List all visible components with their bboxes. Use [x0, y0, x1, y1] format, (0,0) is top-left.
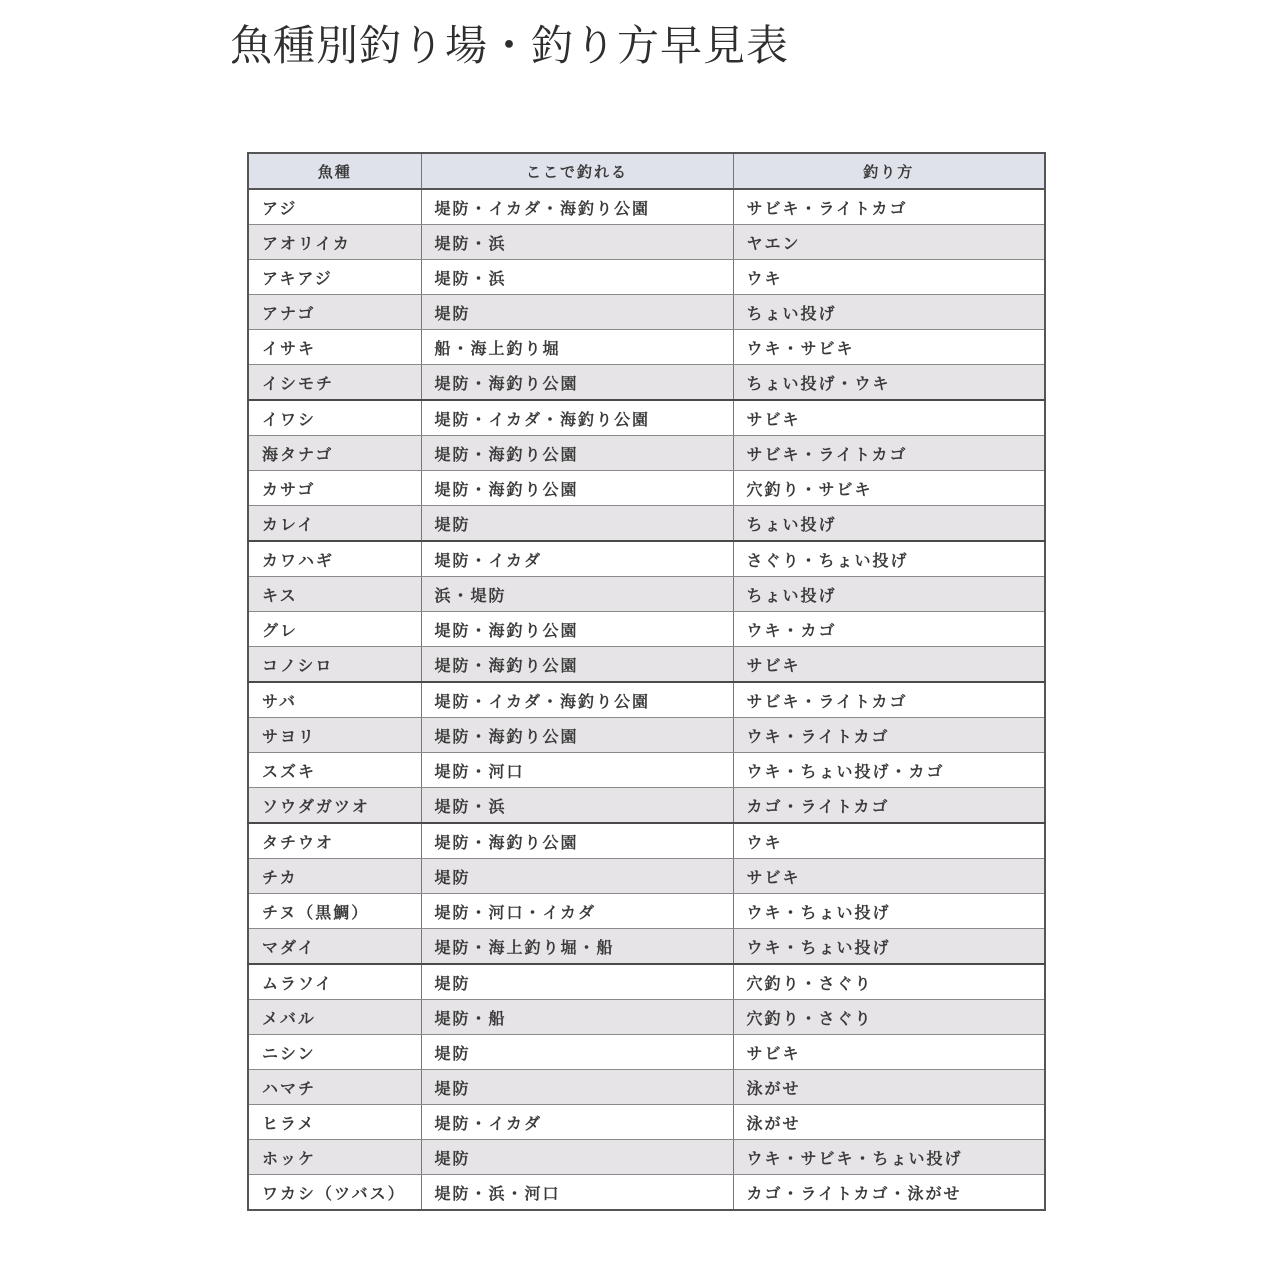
fish-name-cell: イシモチ — [248, 365, 421, 401]
method-cell: サビキ — [733, 1035, 1045, 1070]
method-cell: カゴ・ライトカゴ・泳がせ — [733, 1175, 1045, 1211]
method-cell: ちょい投げ — [733, 577, 1045, 612]
fish-name-cell: ムラソイ — [248, 964, 421, 1000]
fish-name-cell: タチウオ — [248, 823, 421, 859]
location-cell: 堤防・イカダ・海釣り公園 — [421, 189, 733, 225]
fish-name-cell: カレイ — [248, 506, 421, 542]
table-row — [248, 823, 1045, 859]
location-cell: 堤防・海釣り公園 — [421, 365, 733, 401]
method-cell: カゴ・ライトカゴ — [733, 788, 1045, 824]
table-row — [248, 682, 1045, 718]
fish-name-cell: 海タナゴ — [248, 436, 421, 471]
location-cell: 堤防 — [421, 1070, 733, 1105]
fish-chart-table — [247, 152, 1046, 1211]
method-cell: サビキ — [733, 647, 1045, 683]
table-row — [248, 1175, 1045, 1211]
method-cell: サビキ — [733, 859, 1045, 894]
location-cell: 堤防 — [421, 964, 733, 1000]
location-cell: 堤防・海釣り公園 — [421, 718, 733, 753]
method-cell: ウキ・サビキ・ちょい投げ — [733, 1140, 1045, 1175]
fish-name-cell: アキアジ — [248, 260, 421, 295]
location-cell: 堤防・海釣り公園 — [421, 471, 733, 506]
page-title: 魚種別釣り場・釣り方早見表 — [230, 21, 790, 70]
table-row — [248, 189, 1045, 225]
table-row — [248, 1000, 1045, 1035]
location-cell: 堤防 — [421, 506, 733, 542]
table-row — [248, 1105, 1045, 1140]
location-cell: 堤防・船 — [421, 1000, 733, 1035]
fish-name-cell: ハマチ — [248, 1070, 421, 1105]
table-row — [248, 1070, 1045, 1105]
table-row — [248, 788, 1045, 824]
table-row — [248, 1035, 1045, 1070]
location-cell: 堤防・浜 — [421, 260, 733, 295]
method-cell: サビキ・ライトカゴ — [733, 189, 1045, 225]
fish-name-cell: メバル — [248, 1000, 421, 1035]
location-cell: 堤防・海釣り公園 — [421, 612, 733, 647]
method-cell: ウキ — [733, 260, 1045, 295]
column-header-location: ここで釣れる — [421, 153, 733, 189]
method-cell: ウキ・ちょい投げ・カゴ — [733, 753, 1045, 788]
location-cell: 堤防・イカダ・海釣り公園 — [421, 682, 733, 718]
table-row — [248, 894, 1045, 929]
fish-name-cell: キス — [248, 577, 421, 612]
table-row — [248, 365, 1045, 401]
method-cell: ウキ・ライトカゴ — [733, 718, 1045, 753]
table-row — [248, 929, 1045, 965]
method-cell: 泳がせ — [733, 1070, 1045, 1105]
location-cell: 船・海上釣り堀 — [421, 330, 733, 365]
table-row — [248, 506, 1045, 542]
fish-name-cell: カワハギ — [248, 541, 421, 577]
method-cell: 穴釣り・サビキ — [733, 471, 1045, 506]
location-cell: 堤防・イカダ — [421, 541, 733, 577]
location-cell: 堤防・河口・イカダ — [421, 894, 733, 929]
table-row — [248, 225, 1045, 260]
fish-name-cell: アオリイカ — [248, 225, 421, 260]
fish-name-cell: コノシロ — [248, 647, 421, 683]
location-cell: 堤防・海釣り公園 — [421, 823, 733, 859]
fish-name-cell: イワシ — [248, 400, 421, 436]
method-cell: ちょい投げ — [733, 295, 1045, 330]
table-body — [248, 189, 1045, 1210]
fish-name-cell: アジ — [248, 189, 421, 225]
location-cell: 堤防・浜 — [421, 225, 733, 260]
fish-name-cell: マダイ — [248, 929, 421, 965]
fish-name-cell: サヨリ — [248, 718, 421, 753]
method-cell: ちょい投げ — [733, 506, 1045, 542]
table-row — [248, 330, 1045, 365]
location-cell: 堤防 — [421, 859, 733, 894]
method-cell: 穴釣り・さぐり — [733, 1000, 1045, 1035]
fish-name-cell: アナゴ — [248, 295, 421, 330]
table-row — [248, 400, 1045, 436]
method-cell: サビキ・ライトカゴ — [733, 436, 1045, 471]
table-row — [248, 1140, 1045, 1175]
fish-name-cell: グレ — [248, 612, 421, 647]
location-cell: 堤防・浜・河口 — [421, 1175, 733, 1211]
table-row — [248, 718, 1045, 753]
location-cell: 堤防・イカダ・海釣り公園 — [421, 400, 733, 436]
method-cell: ウキ — [733, 823, 1045, 859]
table-row — [248, 964, 1045, 1000]
location-cell: 堤防・海釣り公園 — [421, 647, 733, 683]
table-row — [248, 859, 1045, 894]
method-cell: ウキ・ちょい投げ — [733, 929, 1045, 965]
location-cell: 堤防 — [421, 1035, 733, 1070]
method-cell: さぐり・ちょい投げ — [733, 541, 1045, 577]
method-cell: ウキ・ちょい投げ — [733, 894, 1045, 929]
fish-name-cell: ヒラメ — [248, 1105, 421, 1140]
location-cell: 堤防・浜 — [421, 788, 733, 824]
location-cell: 堤防・海釣り公園 — [421, 436, 733, 471]
table-row — [248, 612, 1045, 647]
location-cell: 堤防 — [421, 1140, 733, 1175]
table-row — [248, 295, 1045, 330]
fish-name-cell: チカ — [248, 859, 421, 894]
fish-name-cell: ソウダガツオ — [248, 788, 421, 824]
method-cell: サビキ・ライトカゴ — [733, 682, 1045, 718]
fish-name-cell: スズキ — [248, 753, 421, 788]
table-row — [248, 471, 1045, 506]
method-cell: 穴釣り・さぐり — [733, 964, 1045, 1000]
table-row — [248, 541, 1045, 577]
column-header-method: 釣り方 — [733, 153, 1045, 189]
method-cell: サビキ — [733, 400, 1045, 436]
method-cell: ウキ・サビキ — [733, 330, 1045, 365]
fish-name-cell: ホッケ — [248, 1140, 421, 1175]
method-cell: 泳がせ — [733, 1105, 1045, 1140]
table-row — [248, 436, 1045, 471]
method-cell: ちょい投げ・ウキ — [733, 365, 1045, 401]
fish-name-cell: ワカシ（ツバス） — [248, 1175, 421, 1211]
location-cell: 堤防・イカダ — [421, 1105, 733, 1140]
table-row — [248, 577, 1045, 612]
table-row — [248, 647, 1045, 683]
fish-name-cell: サバ — [248, 682, 421, 718]
table-row — [248, 753, 1045, 788]
column-header-fish-species: 魚種 — [248, 153, 421, 189]
table-header-row — [248, 153, 1045, 189]
location-cell: 堤防 — [421, 295, 733, 330]
location-cell: 堤防・海上釣り堀・船 — [421, 929, 733, 965]
location-cell: 堤防・河口 — [421, 753, 733, 788]
fish-name-cell: カサゴ — [248, 471, 421, 506]
fish-name-cell: チヌ（黒鯛） — [248, 894, 421, 929]
method-cell: ウキ・カゴ — [733, 612, 1045, 647]
fish-name-cell: ニシン — [248, 1035, 421, 1070]
table-row — [248, 260, 1045, 295]
location-cell: 浜・堤防 — [421, 577, 733, 612]
fish-name-cell: イサキ — [248, 330, 421, 365]
method-cell: ヤエン — [733, 225, 1045, 260]
